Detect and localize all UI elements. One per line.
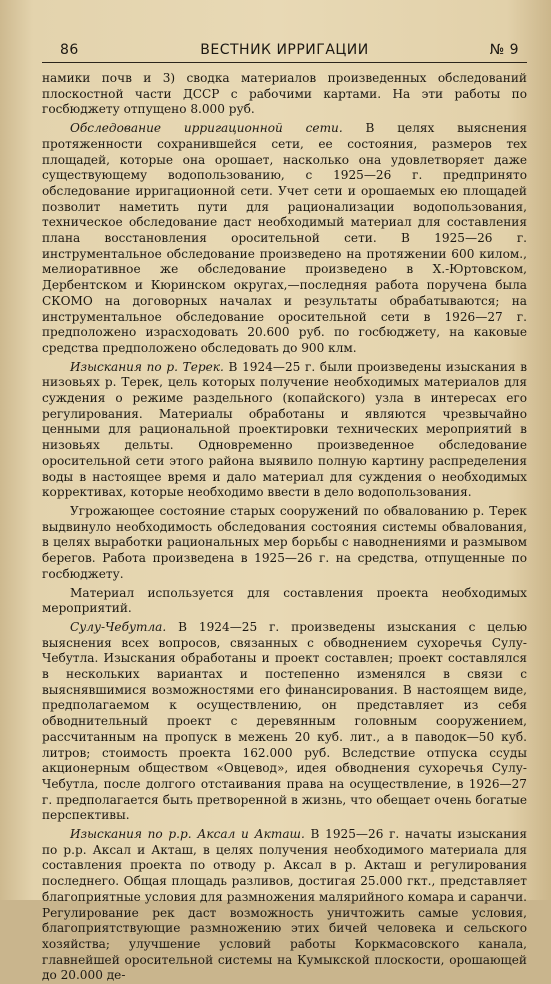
- journal-title: ВЕСТНИК ИРРИГАЦИИ: [200, 42, 369, 58]
- section-title: Сулу-Чебутла.: [70, 619, 167, 634]
- paragraph-aksai-aktash: Изыскания по р.р. Аксал и Акташ. В 1925—26 г. начаты изыскания по р.р. Аксал и Акташ, в целях получения необходимого материала для составления проекта по отводу р. Аксал в р. Акташ и регулирования последнего. Общая площадь разливов, достигая 25.000 гкт., представляет благоприятные условия для размножения малярийного комара и саранчи. Регулирование рек даст возможность уничтожить самые условия, благоприятствующие размножению этих бичей человека и сельского хозяйства; улучшение условий работы Коркмасовского канала, главнейшей оросительной системы на Кумыкской плоскости, орошающей до 20.000 де-: [42, 827, 527, 983]
- paragraph-intro: намики почв и 3) сводка материалов произведенных обследований плоскостной части ДССР с рабочими картами. На эти работы по госбюджету отпущено 8.000 руб.: [42, 71, 527, 117]
- paragraph-sulu-chebutla: Сулу-Чебутла. В 1924—25 г. произведены изыскания с целью выяснения всех вопросов, связанных с обводнением сухоречья Сулу-Чебутла. Изыскания обработаны и проект составлен; проект составлялся в нескольких вариантах и постепенно изменялся в связи с выяснявшимися возможностями его финансирования. В настоящем виде, предполагаемом к осуществлению, он представляет из себя обводнительный проект с деревянным головным сооружением, рассчитанным на пропуск в межень 20 куб. лит., а в паводок—50 куб. литров; стоимость проекта 162.000 руб. Вследствие отпуска ссуды акционерным обществом «Овцевод», идея обводнения сухоречья Сулу-Чебутла, после долгого отстаивания права на осуществление, в 1926—27 г. предполагается быть претворенной в жизнь, что обещает очень богатые перспективы.: [42, 619, 527, 823]
- paragraph-terek-survey: Изыскания по р. Терек. В 1924—25 г. были произведены изыскания в низовьях р. Терек, цель которых получение необходимых материалов для суждения о режиме раздельного (копайского) узла в интересах его регулирования. Материалы обработаны и являются чрезвычайно ценными для рациональной проектировки технических мероприятий в низовьях дельты. Одновременно произведенное обследование оросительной сети этого района выявило полную картину распределения воды в настоящее время и дало материал для суждения о необходимых коррективах, которые необходимо ввести в дело водопользования.: [42, 359, 527, 500]
- section-title: Изыскания по р. Терек.: [70, 359, 224, 374]
- page-header: [42, 40, 527, 63]
- paragraph-material-use: Материал используется для составления проекта необходимых мероприятий.: [42, 585, 527, 616]
- section-title: Обследование ирригационной сети.: [70, 121, 343, 136]
- paragraph-irrigation-survey: Обследование ирригационной сети. В целях выяснения протяженности сохранившейся сети, ее состояния, размеров тех площадей, которые она орошает, насколько она удовлетворяет даже существующему водопользованию, с 1925—26 г. предпринято обследование ирригационной сети. Учет сети и орошаемых ею площадей позволит наметить пути для рационализации водопользования, техническое обследование даст необходимый материал для составления плана восстановления оросительной сети. В 1925—26 г. инструментальное обследование произведено на протяжении 600 килом., мелиоративное же обследование произведено в Х.-Юртовском, Дербентском и Кюринском округах,—последняя работа поручена была СКОМО на договорных началах и результаты обрабатываются; на инструментальное обследование оросительной сети в 1926—27 г. предположено израсходовать 20.600 руб. по госбюджету, на каковые средства предположено обследовать до 900 клм.: [42, 121, 527, 355]
- issue-number: № 9: [489, 42, 519, 58]
- page-number: 86: [60, 42, 79, 58]
- article-body: [42, 71, 527, 984]
- paragraph-embankment: Угрожающее состояние старых сооружений по обвалованию р. Терек выдвинуло необходимость обследования состояния системы обвалования, в целях выработки рациональных мер борьбы с наводнениями и размывом берегов. Работа произведена в 1925—26 г. на средства, отпущенные по госбюджету.: [42, 503, 527, 581]
- section-title: Изыскания по р.р. Аксал и Акташ.: [70, 827, 305, 842]
